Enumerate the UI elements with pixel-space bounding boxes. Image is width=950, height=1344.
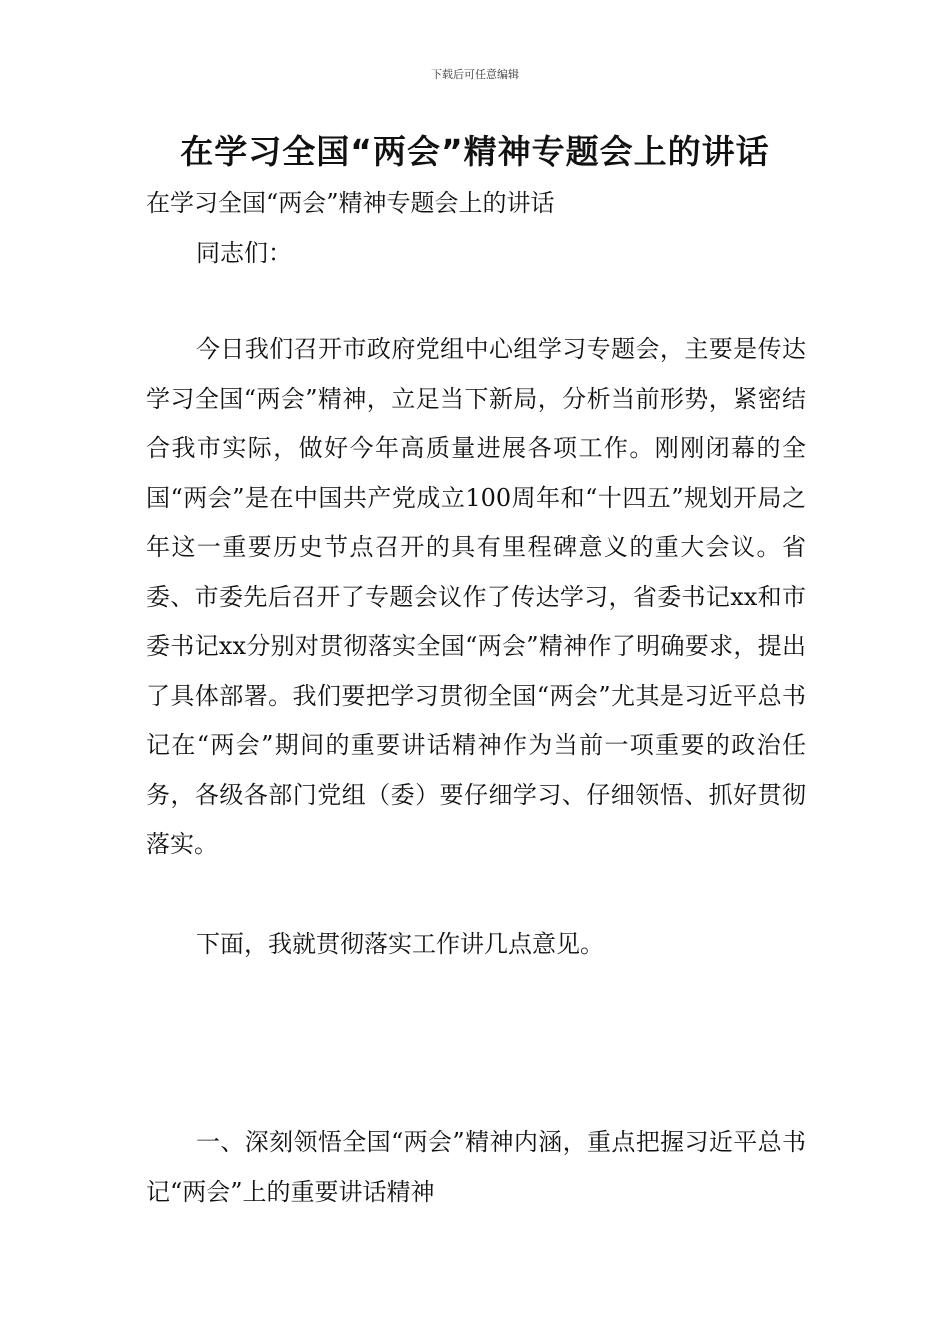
section-heading-one: 一、深刻领悟全国“两会”精神内涵，重点把握习近平总书记“两会”上的重要讲话精神: [146, 1128, 806, 1206]
paragraph-transition: 下面，我就贯彻落实工作讲几点意见。: [196, 930, 604, 958]
paragraph-opening: 今日我们召开市政府党组中心组学习专题会，主要是传达学习全国“两会”精神，立足当下新局，分析当前形势，紧密结合我市实际，做好今年高质量进展各项工作。刚刚闭幕的全国“两会”是在中国共产党成立100周年和“十四五”规划开局之年这一重要历史节点召开的具有里程碑意义的重大会议。省委、市委先后召开了专题会议作了传达学习，省委书记xx和市委书记xx分别对贯彻落实全国“两会”精神作了明确要求，提出了具体部署。我们要把学习贯彻全国“两会”尤其是习近平总书记在“两会”期间的重要讲话精神作为当前一项重要的政治任务，各级各部门党组（委）要仔细学习、仔细领悟、抓好贯彻落实。: [146, 335, 806, 858]
greeting: 同志们：: [196, 239, 292, 267]
document-subtitle: 在学习全国“两会”精神专题会上的讲话: [146, 189, 555, 217]
page-title: 在学习全国“两会”精神专题会上的讲话: [180, 132, 770, 171]
header-note: 下载后可任意编辑: [431, 68, 519, 81]
